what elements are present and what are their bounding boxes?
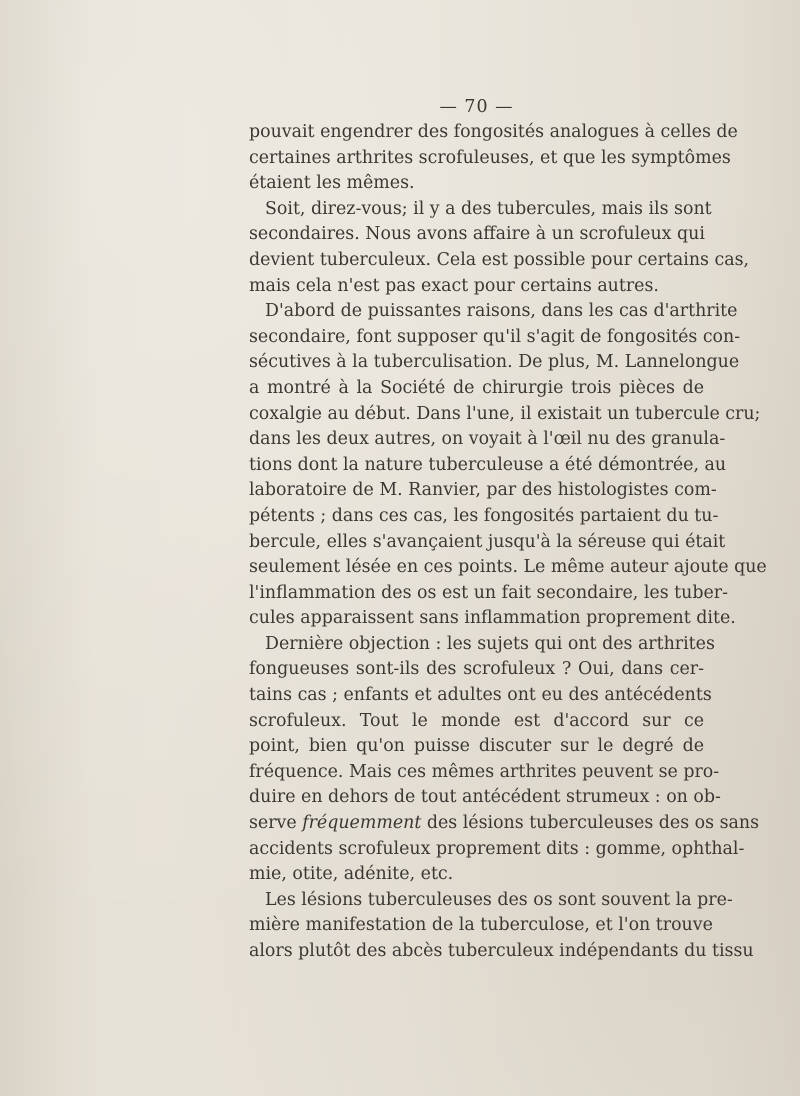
text-line: l'inflammation des os est un fait secondaire, les tuber- — [249, 582, 728, 603]
paragraph — [249, 632, 760, 888]
text-line: cules apparaissent sans inflammation proprement dite. — [249, 608, 736, 629]
text-line: tions dont la nature tuberculeuse a été démontrée, au — [249, 454, 727, 475]
text-line: fongueuses sont-ils des scrofuleux ? Oui, dans cer- — [249, 659, 704, 680]
text-line: Dernière objection : les sujets qui ont des arthrites — [265, 633, 715, 654]
text-line: coxalgie au début. Dans l'une, il existait un tubercule cru; — [249, 403, 761, 424]
text-line: laboratoire de M. Ranvier, par des histologistes com- — [249, 480, 717, 501]
text-line: D'abord de puissantes raisons, dans les cas d'arthrite — [265, 301, 738, 322]
text-line: secondaire, font supposer qu'il s'agit de fongosités con- — [249, 326, 741, 347]
text-line: sécutives à la tuberculisation. De plus, M. Lannelongue — [249, 352, 740, 373]
text-line: Soit, direz-vous; il y a des tubercules, mais ils sont — [265, 198, 712, 219]
paragraph — [249, 299, 767, 632]
text-line: dans les deux autres, on voyait à l'œil nu des granula- — [249, 429, 726, 450]
text-line: fréquence. Mais ces mêmes arthrites peuvent se pro- — [249, 761, 720, 782]
text-line: serve fréquemment des lésions tuberculeuses des os sans — [249, 813, 760, 834]
text-line: mais cela n'est pas exact pour certains autres. — [249, 275, 659, 296]
text-line: mie, otite, adénite, etc. — [249, 864, 454, 885]
paragraph — [249, 888, 754, 965]
text-line: pouvait engendrer des fongosités analogues à celles de — [249, 122, 738, 142]
text-line: étaient les mêmes. — [249, 173, 415, 194]
text-line: scrofuleux. Tout le monde est d'accord sur ce — [249, 710, 704, 731]
text-line: accidents scrofuleux proprement dits : gomme, ophthal- — [249, 838, 745, 859]
text-line: point, bien qu'on puisse discuter sur le degré de — [249, 736, 704, 757]
text-line: certaines arthrites scrofuleuses, et que les symptômes — [249, 147, 731, 168]
text-line: devient tuberculeux. Cela est possible pour certains cas, — [249, 249, 750, 270]
italic-word: fréquemment — [302, 813, 422, 834]
text-line: bercule, elles s'avançaient jusqu'à la séreuse qui était — [249, 531, 726, 552]
text-line: duire en dehors de tout antécédent strumeux : on ob- — [249, 787, 721, 808]
text-line: secondaires. Nous avons affaire à un scrofuleux qui — [249, 224, 705, 245]
page-text — [249, 94, 767, 965]
paragraph — [249, 197, 750, 299]
page-number: — 70 — — [439, 97, 514, 117]
text-line: alors plutôt des abcès tuberculeux indépendants du tissu — [249, 941, 754, 961]
text-line: mière manifestation de la tuberculose, et l'on trouve — [249, 915, 713, 936]
text-line: pétents ; dans ces cas, les fongosités partaient du tu- — [249, 505, 719, 526]
text-line: Les lésions tuberculeuses des os sont souvent la pre- — [265, 889, 733, 910]
paragraph — [249, 120, 738, 197]
text-line: seulement lésée en ces points. Le même auteur ajoute que — [249, 557, 767, 578]
text-line: tains cas ; enfants et adultes ont eu des antécédents — [249, 685, 712, 706]
text-line: a montré à la Société de chirurgie trois pièces de — [249, 377, 704, 398]
body-text — [249, 120, 767, 965]
